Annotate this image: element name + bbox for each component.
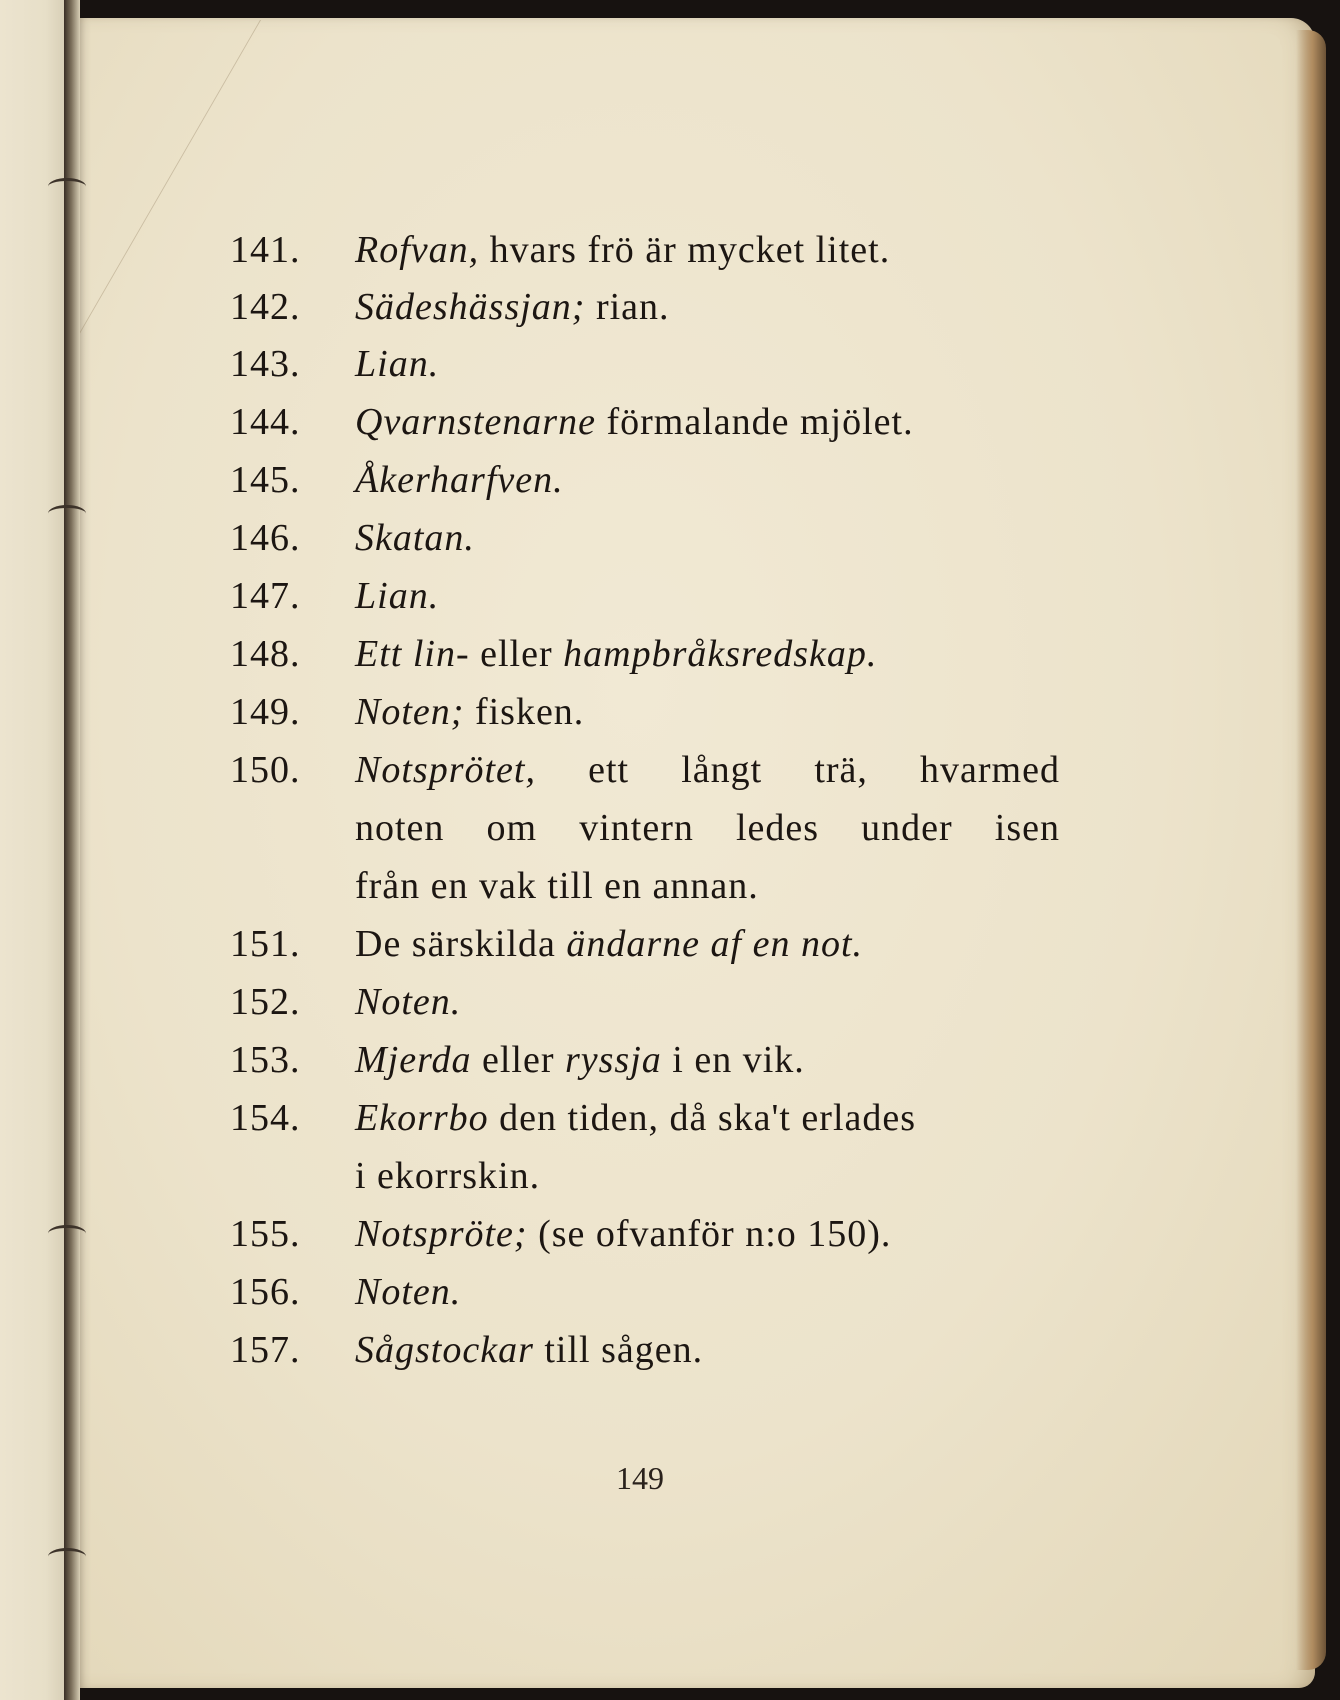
entry-plain-text: (se ofvanför n:o 150). [527, 1213, 892, 1255]
entry-italic-text: Notspröte; [355, 1213, 528, 1255]
entry-text [355, 458, 564, 502]
entry-plain-text: den tiden, då ska't erlades [488, 1097, 917, 1139]
entry-line [0, 1038, 1340, 1094]
entry-italic-text: Åkerharfven. [355, 459, 564, 501]
entry-text [355, 748, 1060, 792]
entry-plain-text: eller [471, 1039, 565, 1081]
entry-line [0, 458, 1340, 514]
entry-plain-text: fisken. [464, 691, 585, 733]
entry-text [355, 806, 1060, 850]
entry-italic-text: Ekorrbo [355, 1097, 489, 1139]
entry-italic-text: Noten. [355, 981, 462, 1023]
entry-number: 141. [230, 229, 301, 271]
entry-line [0, 748, 1340, 804]
entry-text [355, 1212, 891, 1256]
entry-line [0, 922, 1340, 978]
entry-line [0, 400, 1340, 456]
entry-number: 149. [230, 691, 301, 733]
entry-line [0, 690, 1340, 746]
entry-line [0, 864, 1340, 920]
entry-plain-text: ett långt trä, hvarmed [535, 749, 1060, 791]
entry-plain-text: De särskilda [355, 923, 567, 965]
entry-plain-text: noten om vintern ledes under isen [355, 807, 1060, 849]
entry-text [355, 1096, 916, 1140]
entry-text [355, 574, 439, 618]
entry-plain-text: till sågen. [533, 1329, 704, 1371]
entry-number: 143. [230, 343, 301, 385]
entry-text [355, 400, 914, 444]
entry-number: 150. [230, 749, 301, 791]
entry-text [355, 632, 877, 676]
entry-line [0, 980, 1340, 1036]
entry-number: 156. [230, 1271, 301, 1313]
entry-number: 152. [230, 981, 301, 1023]
entry-text [355, 1328, 703, 1372]
entry-text [355, 342, 439, 386]
entry-italic-text: ändarne af en not. [566, 923, 864, 965]
entry-line [0, 1328, 1340, 1384]
entry-line [0, 228, 1340, 284]
entry-plain-text: förmalande mjölet. [595, 401, 914, 443]
entry-line [0, 574, 1340, 630]
entry-italic-text: Sädeshässjan; [355, 286, 586, 328]
entry-italic-text: Noten. [355, 1271, 462, 1313]
entry-italic-text: Skatan. [355, 517, 475, 559]
entry-number: 155. [230, 1213, 301, 1255]
entry-number: 154. [230, 1097, 301, 1139]
entry-italic-text: Rofvan, [355, 229, 480, 271]
entry-number: 145. [230, 459, 301, 501]
entry-text [355, 1038, 805, 1082]
entry-number: 142. [230, 286, 301, 328]
entry-italic-text: Lian. [355, 575, 440, 617]
entry-plain-text: eller [469, 633, 564, 675]
entry-text [355, 1154, 540, 1198]
entry-text [355, 285, 670, 329]
entry-number: 148. [230, 633, 301, 675]
entry-text [355, 864, 759, 908]
entry-line [0, 1212, 1340, 1268]
entry-line [0, 285, 1340, 341]
entry-plain-text: i en vik. [661, 1039, 805, 1081]
entry-line [0, 806, 1340, 862]
entry-italic-text: Ett lin- [355, 633, 470, 675]
entry-text [355, 516, 475, 560]
entry-italic-text: ryssja [564, 1039, 662, 1081]
entry-italic-text: Qvarnstenarne [355, 401, 596, 443]
entry-line [0, 1154, 1340, 1210]
entry-text [355, 690, 584, 734]
entry-plain-text: i ekorrskin. [355, 1155, 541, 1197]
entry-italic-text: Sågstockar [355, 1329, 534, 1371]
entry-italic-text: Lian. [355, 343, 440, 385]
entry-number: 157. [230, 1329, 301, 1371]
entry-number: 144. [230, 401, 301, 443]
entry-italic-text: hampbråksredskap. [563, 633, 878, 675]
entry-line [0, 1270, 1340, 1326]
entry-line [0, 1096, 1340, 1152]
page-number: 149 [616, 1460, 664, 1496]
entry-text [355, 922, 863, 966]
entry-text [355, 1270, 461, 1314]
entry-italic-text: Noten; [355, 691, 465, 733]
entry-plain-text: hvars frö är mycket litet. [479, 229, 891, 271]
entry-line [0, 516, 1340, 572]
entry-italic-text: Notsprötet, [355, 749, 536, 791]
entry-plain-text: rian. [585, 286, 670, 328]
entry-plain-text: från en vak till en annan. [355, 865, 759, 907]
entry-line [0, 632, 1340, 688]
entry-number: 146. [230, 517, 301, 559]
entry-number: 153. [230, 1039, 301, 1081]
entry-text [355, 228, 890, 272]
entry-text [355, 980, 461, 1024]
entry-italic-text: Mjerda [355, 1039, 472, 1081]
entry-line [0, 342, 1340, 398]
entry-number: 151. [230, 923, 301, 965]
entry-number: 147. [230, 575, 301, 617]
